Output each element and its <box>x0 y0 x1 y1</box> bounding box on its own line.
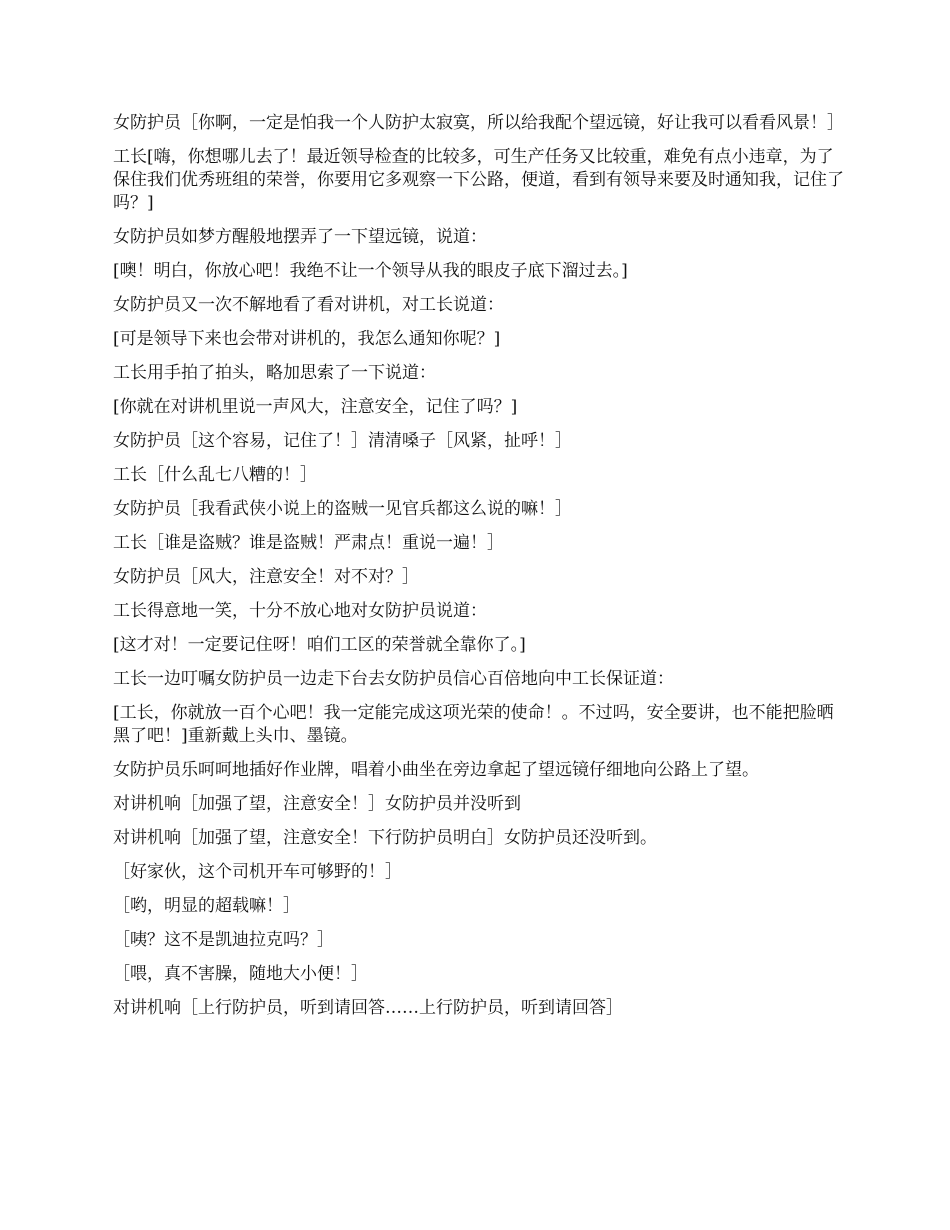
paragraph: 女防护员［风大，注意安全！对不对？］ <box>113 567 419 587</box>
paragraph: 女防护员又一次不解地看了看对讲机，对工长说道： <box>113 295 504 315</box>
paragraph: 对讲机响［加强了望，注意安全！］女防护员并没听到 <box>113 794 521 814</box>
paragraph: [噢！明白，你放心吧！我绝不让一个领导从我的眼皮子底下溜过去。] <box>113 261 628 281</box>
paragraph: 工长一边叮嘱女防护员一边走下台去女防护员信心百倍地向中工长保证道： <box>113 669 674 689</box>
paragraph: [工长，你就放一百个心吧！我一定能完成这项光荣的使命！。不过吗，安全要讲，也不能把脸晒黑了吧！]重新戴上头巾、墨镜。 <box>113 703 834 746</box>
paragraph: [这才对！一定要记住呀！咱们工区的荣誉就全靠你了。] <box>113 635 526 655</box>
paragraph: ［好家伙，这个司机开车可够野的！］ <box>113 862 402 882</box>
paragraph: 工长［谁是盗贼？谁是盗贼！严肃点！重说一遍！］ <box>113 533 504 553</box>
paragraph: 对讲机响［加强了望，注意安全！下行防护员明白］女防护员还没听到。 <box>113 828 657 848</box>
paragraph: ［喂，真不害臊，随地大小便！］ <box>113 964 368 984</box>
document-body <box>113 112 848 1031</box>
paragraph: 女防护员如梦方醒般地摆弄了一下望远镜，说道： <box>113 227 487 247</box>
paragraph: [可是领导下来也会带对讲机的，我怎么通知你呢？] <box>113 329 501 349</box>
paragraph: ［咦？这不是凯迪拉克吗？］ <box>113 930 334 950</box>
paragraph: 女防护员［这个容易，记住了！］清清嗓子［风紧，扯呼！］ <box>113 431 572 451</box>
paragraph: 对讲机响［上行防护员，听到请回答……上行防护员，听到请回答］ <box>113 998 623 1018</box>
paragraph: ［哟，明显的超载嘛！］ <box>113 896 300 916</box>
paragraph: 女防护员［你啊，一定是怕我一个人防护太寂寞，所以给我配个望远镜，好让我可以看看风景！］ <box>113 113 844 133</box>
paragraph: 工长得意地一笑，十分不放心地对女防护员说道： <box>113 601 487 621</box>
paragraph: 女防护员［我看武侠小说上的盗贼一见官兵都这么说的嘛！］ <box>113 499 572 519</box>
paragraph: [你就在对讲机里说一声风大，注意安全，记住了吗？] <box>113 397 518 417</box>
paragraph: 女防护员乐呵呵地插好作业牌，唱着小曲坐在旁边拿起了望远镜仔细地向公路上了望。 <box>113 760 759 780</box>
paragraph: 工长［什么乱七八糟的！］ <box>113 465 317 485</box>
paragraph: 工长[嗨，你想哪儿去了！最近领导检查的比较多，可生产任务又比较重，难免有点小违章，为了保住我们优秀班组的荣誉，你要用它多观察一下公路，便道，看到有领导来要及时通知我，记住了吗？] <box>113 147 844 213</box>
paragraph: 工长用手拍了拍头，略加思索了一下说道： <box>113 363 436 383</box>
